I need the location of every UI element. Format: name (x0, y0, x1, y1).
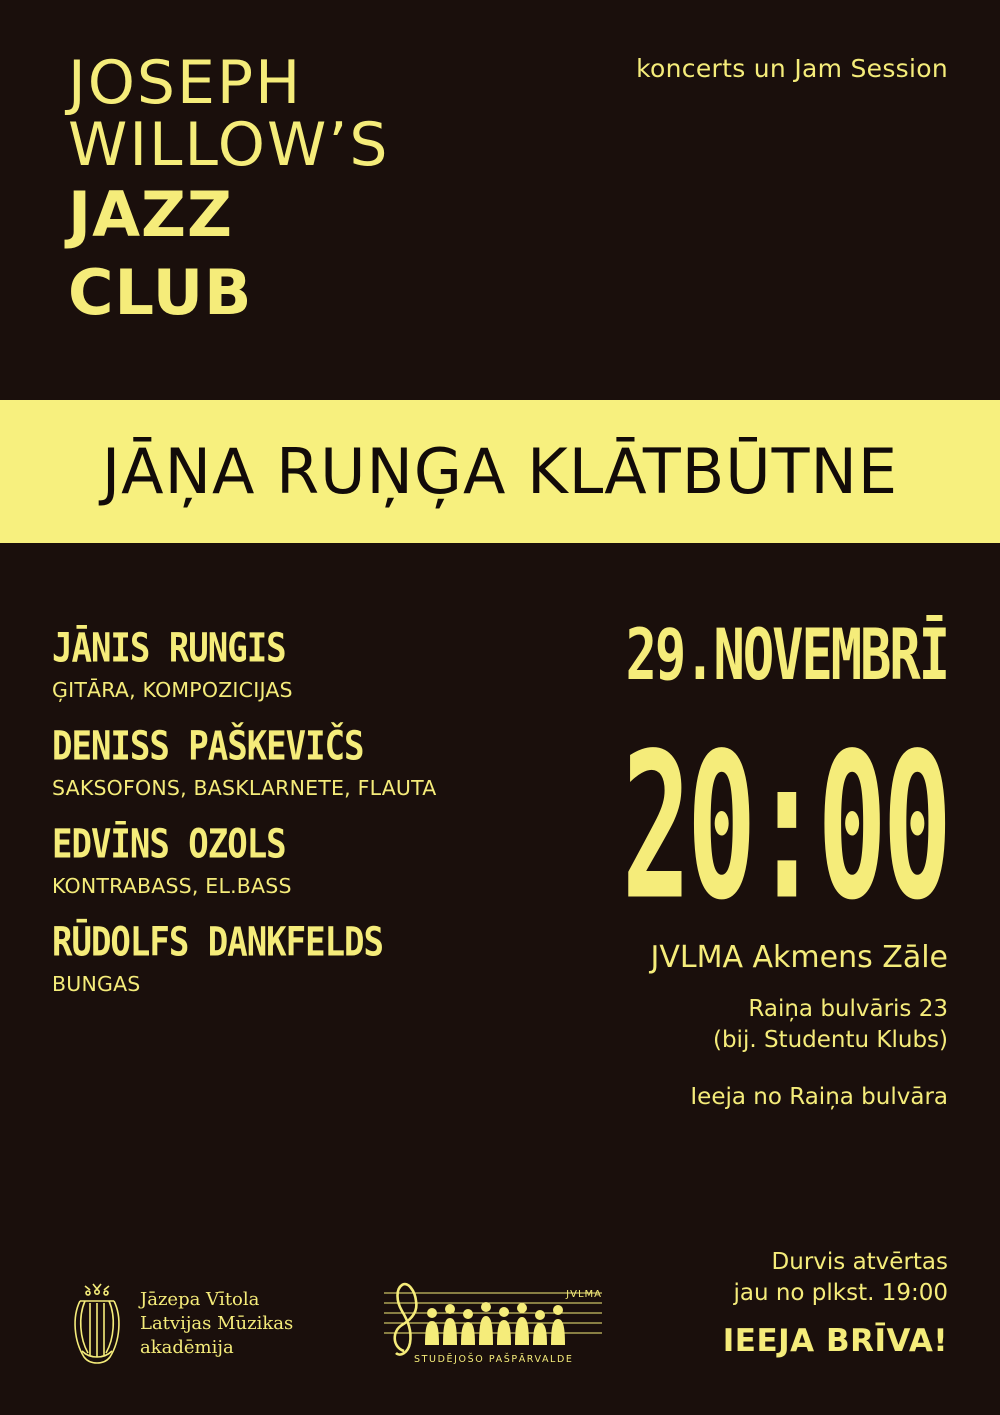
event-venue: JVLMA Akmens Zāle (650, 940, 948, 975)
student-council-mark: JVLMA (566, 1289, 602, 1300)
club-title (68, 48, 390, 332)
event-time: 20:00 (621, 711, 948, 946)
event-entrance-note: Ieeja no Raiņa bulvāra (690, 1084, 948, 1110)
academy-line-1: Jāzepa Vītola (140, 1289, 260, 1310)
academy-name (140, 1288, 293, 1360)
performer-role: KONTRABASS, EL.BASS (52, 874, 292, 898)
treble-clef-people-icon (378, 1273, 608, 1365)
performer-name: RŪDOLFS DANKFELDS (52, 919, 383, 967)
event-date: 29.NOVEMBRĪ (625, 615, 948, 697)
event-address-line-1: Raiņa bulvāris 23 (748, 996, 948, 1022)
title-line-3: JAZZ (68, 178, 233, 251)
list-item (52, 723, 572, 799)
lyre-icon (68, 1281, 126, 1367)
performer-name: DENISS PAŠKEVIČS (52, 723, 364, 771)
free-entry-text: IEEJA BRĪVA! (722, 1323, 948, 1359)
event-details (528, 615, 948, 1112)
doors-line-2: jau no plkst. 19:00 (733, 1280, 948, 1306)
event-address-line-2: (bij. Studentu Klubs) (712, 1027, 948, 1053)
academy-line-3: akadēmija (140, 1337, 234, 1358)
poster-header (0, 0, 1000, 400)
academy-line-2: Latvijas Mūzikas (140, 1313, 294, 1334)
performer-role: BUNGAS (52, 972, 141, 996)
headline-band (0, 400, 1000, 543)
performer-name: EDVĪNS OZOLS (52, 821, 286, 869)
student-council-logo (378, 1273, 608, 1365)
headline-text: JĀŅA RUŅĢA KLĀTBŪTNE (101, 435, 899, 508)
list-item (52, 625, 572, 701)
title-line-1: JOSEPH (68, 48, 303, 118)
performer-role: SAKSOFONS, BASKLARNETE, FLAUTA (52, 776, 437, 800)
kicker-text: koncerts un Jam Session (636, 54, 948, 83)
list-item (52, 919, 572, 995)
title-line-4: CLUB (68, 256, 253, 329)
list-item (52, 821, 572, 897)
doors-line-1: Durvis atvērtas (771, 1249, 948, 1275)
performers-list (52, 625, 572, 1017)
performer-role: ĢITĀRA, KOMPOZICIJAS (52, 678, 293, 702)
student-council-label: STUDĒJOŠO PAŠPĀRVALDE (414, 1354, 574, 1365)
academy-logo (68, 1281, 293, 1367)
performer-name: JĀNIS RUNGIS (52, 625, 286, 673)
title-line-2: WILLOW’S (68, 110, 390, 180)
